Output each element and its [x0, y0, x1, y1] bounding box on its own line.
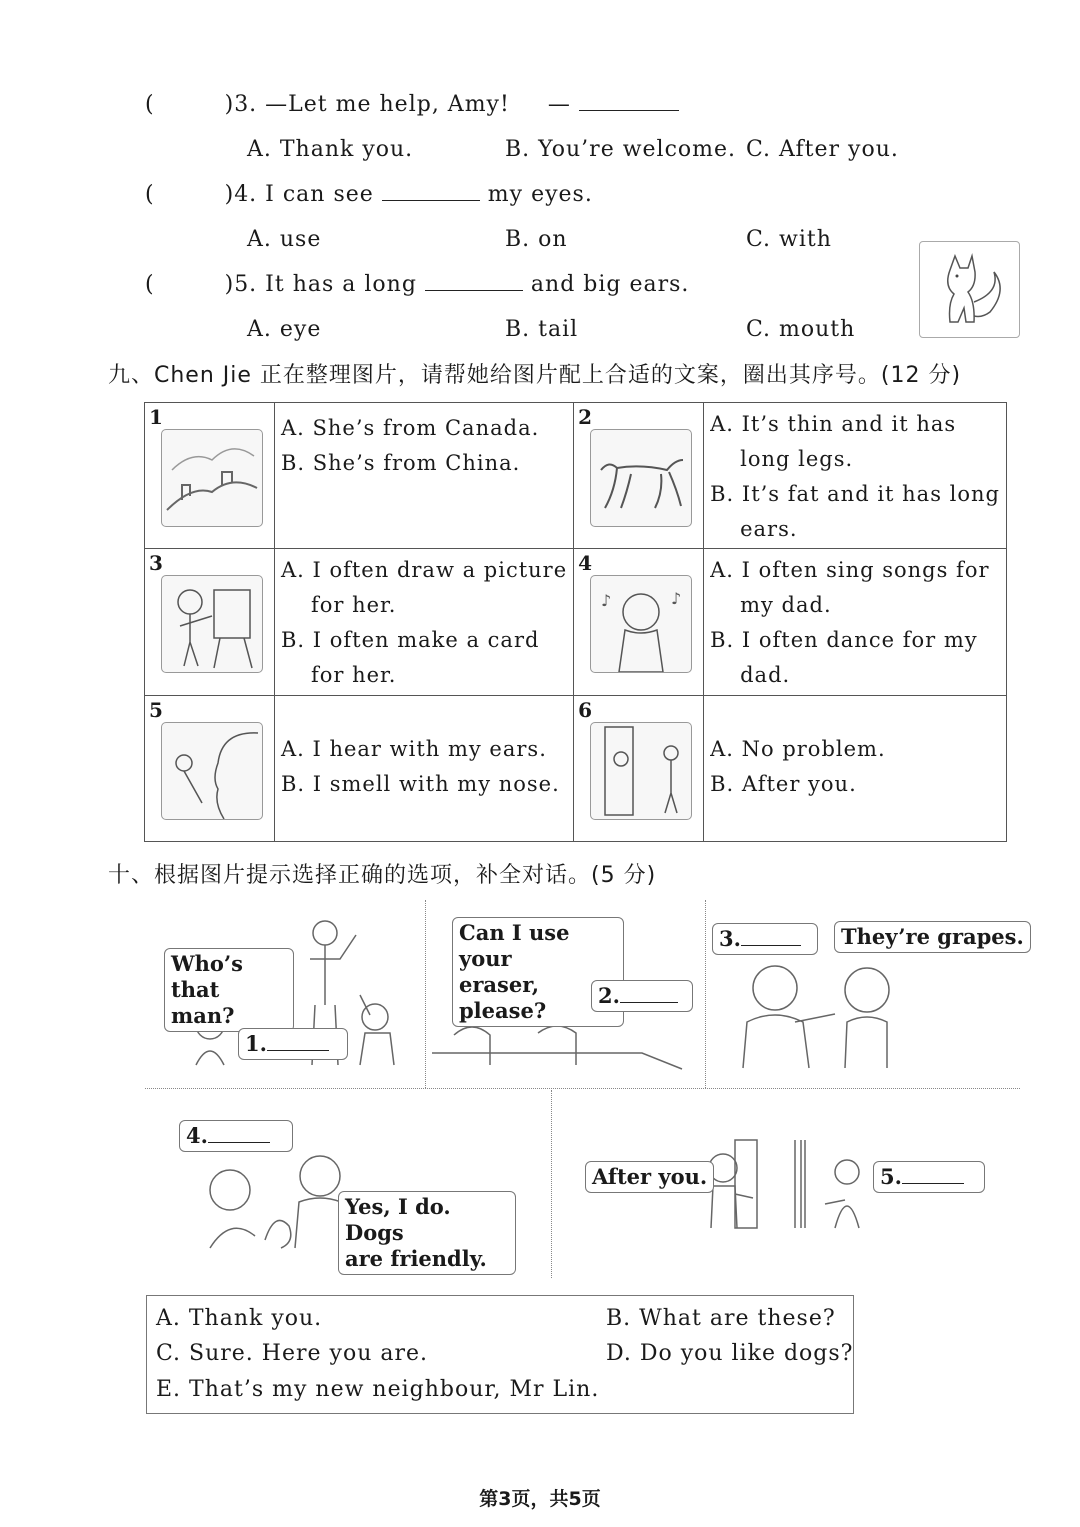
speech-bubble-blank-4	[179, 1120, 293, 1152]
question-stem-after: and big ears.	[530, 272, 690, 297]
fox-icon	[920, 242, 1019, 337]
blank-number: 3.	[719, 926, 741, 951]
scene-5-illustration	[705, 1138, 865, 1230]
choice-a-cont: long legs.	[740, 447, 854, 471]
choice-cell-4	[704, 549, 1007, 696]
picture-cell-4	[574, 549, 704, 696]
answer-blank[interactable]	[902, 1183, 964, 1184]
cell-number: 1	[149, 405, 163, 429]
choice-b[interactable]: B. After you.	[710, 772, 857, 796]
cell-number: 5	[149, 698, 163, 722]
question-stem: 5. It has a long	[234, 272, 417, 297]
section-10-options	[146, 1295, 854, 1414]
picture-cell-2	[574, 403, 704, 549]
answer-paren-open: (	[145, 272, 155, 297]
question-stem: 4. I can see	[234, 182, 374, 207]
blank-number: 2.	[598, 983, 620, 1008]
choice-b[interactable]: B. It’s fat and it has long	[710, 482, 1000, 506]
question-stem-after: —	[547, 92, 571, 117]
answer-paren-close: )	[224, 92, 235, 117]
q5-option-b: B. tail	[505, 317, 579, 342]
option-d: D. Do you like dogs?	[606, 1341, 854, 1366]
answer-paren-open: (	[145, 92, 155, 117]
cell-number: 4	[578, 551, 593, 575]
cell-number: 3	[149, 551, 163, 575]
answer-blank[interactable]	[208, 1142, 270, 1143]
choice-b[interactable]: B. She’s from China.	[280, 451, 521, 475]
section-9-grid	[144, 402, 1007, 842]
choice-b-cont: ears.	[740, 517, 798, 541]
bubble-text: are friendly.	[345, 1246, 487, 1271]
question-3	[145, 92, 679, 117]
q3-option-b: B. You’re welcome.	[505, 137, 737, 162]
answer-blank[interactable]	[620, 1002, 678, 1003]
scene-4-illustration	[205, 1150, 355, 1250]
bubble-text: After you.	[592, 1164, 708, 1189]
svg-text:♪: ♪	[601, 591, 612, 610]
choice-cell-3	[274, 549, 573, 696]
choice-a-cont: my dad.	[740, 593, 832, 617]
choice-a[interactable]: A. No problem.	[710, 737, 886, 761]
choice-a[interactable]: A. I hear with my ears.	[280, 737, 547, 761]
section-10-title: 十、根据图片提示选择正确的选项，补全对话。(5 分)	[108, 863, 657, 888]
speech-bubble-blank-3	[712, 923, 818, 955]
choice-cell-1	[274, 403, 573, 549]
choice-b[interactable]: B. I often dance for my	[710, 628, 978, 652]
picture-cell-1	[145, 403, 275, 549]
choice-b-cont: dad.	[740, 663, 791, 687]
bubble-text: Yes, I do. Dogs	[345, 1194, 451, 1245]
speech-bubble-blank-5	[873, 1161, 985, 1193]
answer-blank[interactable]	[425, 290, 523, 291]
q4-option-c: C. with	[746, 227, 832, 252]
speech-bubble-blank-2	[591, 980, 693, 1012]
q5-option-c: C. mouth	[746, 317, 856, 342]
divider	[425, 900, 426, 1088]
speech-bubble-blank-1	[238, 1028, 348, 1060]
choice-cell-5	[274, 696, 573, 842]
answer-blank[interactable]	[267, 1050, 329, 1051]
answer-paren-close: )	[224, 182, 235, 207]
q3-option-c: C. After you.	[746, 137, 899, 162]
great-wall-picture	[161, 429, 263, 527]
speech-bubble-after-you	[585, 1161, 714, 1193]
dog-picture	[590, 429, 692, 527]
choice-b[interactable]: B. I smell with my nose.	[280, 772, 560, 796]
question-5	[145, 272, 689, 297]
option-b: B. What are these?	[606, 1306, 836, 1331]
door-picture	[590, 722, 692, 820]
speech-bubble-grapes	[834, 921, 1031, 953]
bubble-text: man?	[171, 1003, 235, 1028]
q5-option-a: A. eye	[247, 317, 322, 342]
picture-cell-5	[145, 696, 275, 842]
blank-number: 1.	[245, 1031, 267, 1056]
smelling-flower-picture	[161, 722, 263, 820]
speech-bubble-dogs	[338, 1191, 516, 1275]
blank-number: 4.	[186, 1123, 208, 1148]
choice-cell-2	[704, 403, 1007, 549]
question-stem: 3. —Let me help, Amy!	[234, 92, 510, 117]
q3-option-a: A. Thank you.	[247, 137, 414, 162]
bubble-text: They’re grapes.	[841, 924, 1024, 949]
girl-singing-picture	[590, 575, 692, 673]
option-e: E. That’s my new neighbour, Mr Lin.	[156, 1377, 600, 1402]
scene-3-illustration	[735, 960, 905, 1070]
answer-paren-close: )	[224, 272, 235, 297]
choice-a[interactable]: A. It’s thin and it has	[710, 412, 957, 436]
bubble-text: Who’s that	[171, 951, 243, 1002]
fox-picture	[919, 241, 1020, 338]
divider	[551, 1090, 552, 1278]
picture-cell-6	[574, 696, 704, 842]
answer-blank[interactable]	[741, 945, 801, 946]
section-9-title: 九、Chen Jie 正在整理图片，请帮她给图片配上合适的文案，圈出其序号。(12 分)	[108, 363, 962, 388]
choice-a[interactable]: A. I often sing songs for	[710, 558, 990, 582]
cell-number: 6	[578, 698, 593, 722]
picture-cell-3	[145, 549, 275, 696]
choice-a[interactable]: A. I often draw a picture	[280, 558, 568, 582]
option-a: A. Thank you.	[156, 1306, 323, 1331]
bubble-text: Can I use your	[459, 920, 570, 971]
choice-b-cont: for her.	[310, 663, 397, 687]
choice-b[interactable]: B. I often make a card	[280, 628, 540, 652]
q4-option-a: A. use	[247, 227, 322, 252]
page-footer: 第3页，共5页	[479, 1488, 601, 1510]
choice-a[interactable]: A. She’s from Canada.	[280, 416, 540, 440]
speech-bubble-whos-that	[164, 948, 294, 1032]
divider	[145, 1088, 1020, 1089]
boy-drawing-picture	[161, 575, 263, 673]
question-4	[145, 182, 593, 207]
option-c: C. Sure. Here you are.	[156, 1341, 429, 1366]
answer-blank[interactable]	[382, 200, 480, 201]
svg-text:♪: ♪	[671, 589, 682, 608]
q4-option-b: B. on	[505, 227, 568, 252]
blank-number: 5.	[880, 1164, 902, 1189]
bubble-text: eraser, please?	[459, 972, 547, 1023]
question-stem-after: my eyes.	[487, 182, 593, 207]
divider	[705, 900, 706, 1088]
cell-number: 2	[578, 405, 593, 429]
answer-blank[interactable]	[579, 110, 679, 111]
choice-cell-6	[704, 696, 1007, 842]
choice-a-cont: for her.	[310, 593, 397, 617]
answer-paren-open: (	[145, 182, 155, 207]
